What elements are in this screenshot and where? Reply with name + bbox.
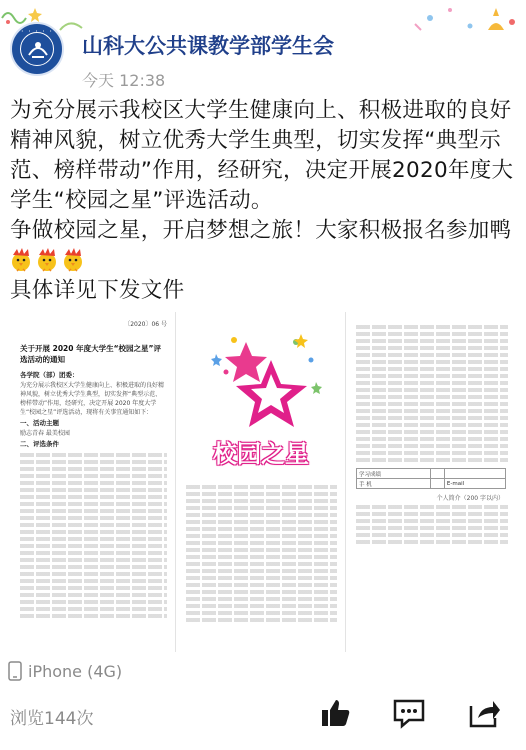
doc-text-line <box>20 558 167 562</box>
post-paragraph-2: 争做校园之星，开启梦想之旅！大家积极报名参加鸭 <box>10 218 512 243</box>
doc-signature: 个人简介（200 字以内） <box>436 495 504 502</box>
doc-text-line <box>20 460 167 464</box>
chick-emoji-icon <box>62 247 84 273</box>
doc-text-line <box>20 572 167 576</box>
doc-text-line <box>356 444 508 448</box>
doc-text-line <box>186 485 337 489</box>
doc-text-line <box>356 512 508 516</box>
doc-text-line <box>20 530 167 534</box>
doc-text-line <box>20 453 167 457</box>
form-label: 手 机 <box>357 479 431 489</box>
doc-number: 〔2020〕06 号 <box>124 321 167 328</box>
doc-text-line <box>186 527 337 531</box>
doc-text-line <box>356 367 508 371</box>
doc-text-line <box>186 569 337 573</box>
document-image[interactable] <box>10 312 516 652</box>
avatar[interactable] <box>10 22 64 76</box>
doc-text-line <box>186 499 337 503</box>
doc-text-line <box>356 437 508 441</box>
chick-emoji-icon <box>10 247 32 273</box>
doc-text-line <box>356 332 508 336</box>
chick-emoji-icon <box>36 247 58 273</box>
doc-addressee: 各学院（部）团委： <box>20 371 79 379</box>
form-label: 学习成绩 <box>357 469 431 479</box>
doc-text-line <box>20 516 167 520</box>
doc-text-line <box>20 523 167 527</box>
post-footer <box>0 696 526 736</box>
doc-text-line <box>356 430 508 434</box>
post-paragraph-3: 具体详见下发文件 <box>10 278 185 303</box>
doc-section-1: 一、活动主题 <box>20 419 59 427</box>
doc-text-line <box>20 579 167 583</box>
device-label: iPhone (4G) <box>28 661 123 681</box>
doc-text-line <box>356 451 508 455</box>
doc-text-line <box>20 544 167 548</box>
document-page-3 <box>346 312 516 652</box>
doc-text-line <box>356 409 508 413</box>
doc-text-line <box>186 541 337 545</box>
avatar-ring-text: · · · · · <box>21 27 53 36</box>
doc-text-line <box>20 495 167 499</box>
doc-text-line <box>356 339 508 343</box>
share-icon[interactable] <box>466 696 500 730</box>
doc-text-line <box>356 423 508 427</box>
doc-text-line <box>20 565 167 569</box>
doc-text-line <box>186 583 337 587</box>
doc-text-line <box>20 509 167 513</box>
emoji-line <box>10 246 520 276</box>
doc-text-line <box>186 520 337 524</box>
phone-icon <box>8 661 22 681</box>
doc-text-line <box>356 381 508 385</box>
doc-text-line <box>186 492 337 496</box>
doc-text-line <box>186 555 337 559</box>
doc-text-line <box>356 374 508 378</box>
doc-text-line <box>356 360 508 364</box>
doc-text-line <box>186 548 337 552</box>
doc-text-line <box>356 519 508 523</box>
doc-text-line <box>20 467 167 471</box>
doc-text-line <box>356 388 508 392</box>
doc-text-line <box>356 353 508 357</box>
doc-text-line <box>186 590 337 594</box>
post-time: 今天 12:38 <box>82 71 166 90</box>
doc-text-line <box>186 604 337 608</box>
form-label: E-mail <box>444 479 505 489</box>
doc-text-line <box>356 458 508 462</box>
doc-text-line <box>186 506 337 510</box>
doc-text-line <box>20 537 167 541</box>
doc-text-line <box>20 600 167 604</box>
campus-star-poster <box>176 312 346 482</box>
thumbs-up-icon[interactable] <box>318 696 352 730</box>
doc-text-line <box>356 533 508 537</box>
doc-text-line <box>356 325 508 329</box>
doc-text-line <box>186 611 337 615</box>
doc-text-line <box>186 534 337 538</box>
doc-text-line <box>20 502 167 506</box>
document-page-1 <box>10 312 176 652</box>
poster-title: 校园之星 <box>213 440 309 468</box>
doc-text-line <box>20 586 167 590</box>
view-count: 浏览144次 <box>10 709 94 729</box>
chick-emoji-row <box>10 247 84 275</box>
doc-text-line <box>356 505 508 509</box>
doc-text-line <box>186 513 337 517</box>
post-body <box>10 96 520 306</box>
doc-title: 关于开展 2020 年度大学生“校园之星”评选活动的通知 <box>20 344 161 364</box>
emblem-icon <box>21 33 55 67</box>
doc-text-line <box>356 540 508 544</box>
doc-text-line <box>20 607 167 611</box>
doc-text-line <box>186 618 337 622</box>
doc-text-line <box>356 402 508 406</box>
doc-text-line <box>186 597 337 601</box>
application-form-table <box>356 468 506 489</box>
author-name[interactable]: 山科大公共课教学部学生会 <box>82 34 334 58</box>
doc-section-2: 二、评选条件 <box>20 440 59 448</box>
avatar-emblem <box>20 32 54 66</box>
comment-icon[interactable] <box>392 696 426 730</box>
doc-text-line <box>356 346 508 350</box>
doc-intro: 为充分展示我校区大学生健康向上、积极进取的良好精神风貌，树立优秀大学生典型，切实发挥“典型示范、榜样带动”作用，经研究，决定开展 2020 年度大学生“校园之星”评选活动，现将有关事宜通知如下： <box>20 382 165 416</box>
doc-text-line <box>20 481 167 485</box>
doc-text-line <box>356 416 508 420</box>
doc-text-line <box>186 576 337 580</box>
doc-text-line <box>20 474 167 478</box>
doc-text-line <box>20 614 167 618</box>
post-header <box>10 22 516 90</box>
device-info <box>8 660 122 682</box>
post-paragraph-1: 为充分展示我校区大学生健康向上、积极进取的良好精神风貌，树立优秀大学生典型，切实发挥“典型示范、榜样带动”作用，经研究，决定开展2020年度大学生“校园之星”评选活动。 <box>10 98 514 213</box>
doc-text-line <box>356 395 508 399</box>
doc-text-line <box>186 562 337 566</box>
doc-theme: 励志青春 最美校园 <box>20 430 70 437</box>
doc-text-line <box>20 593 167 597</box>
doc-text-line <box>20 488 167 492</box>
document-page-2 <box>176 312 346 652</box>
doc-text-line <box>356 526 508 530</box>
doc-text-line <box>20 551 167 555</box>
